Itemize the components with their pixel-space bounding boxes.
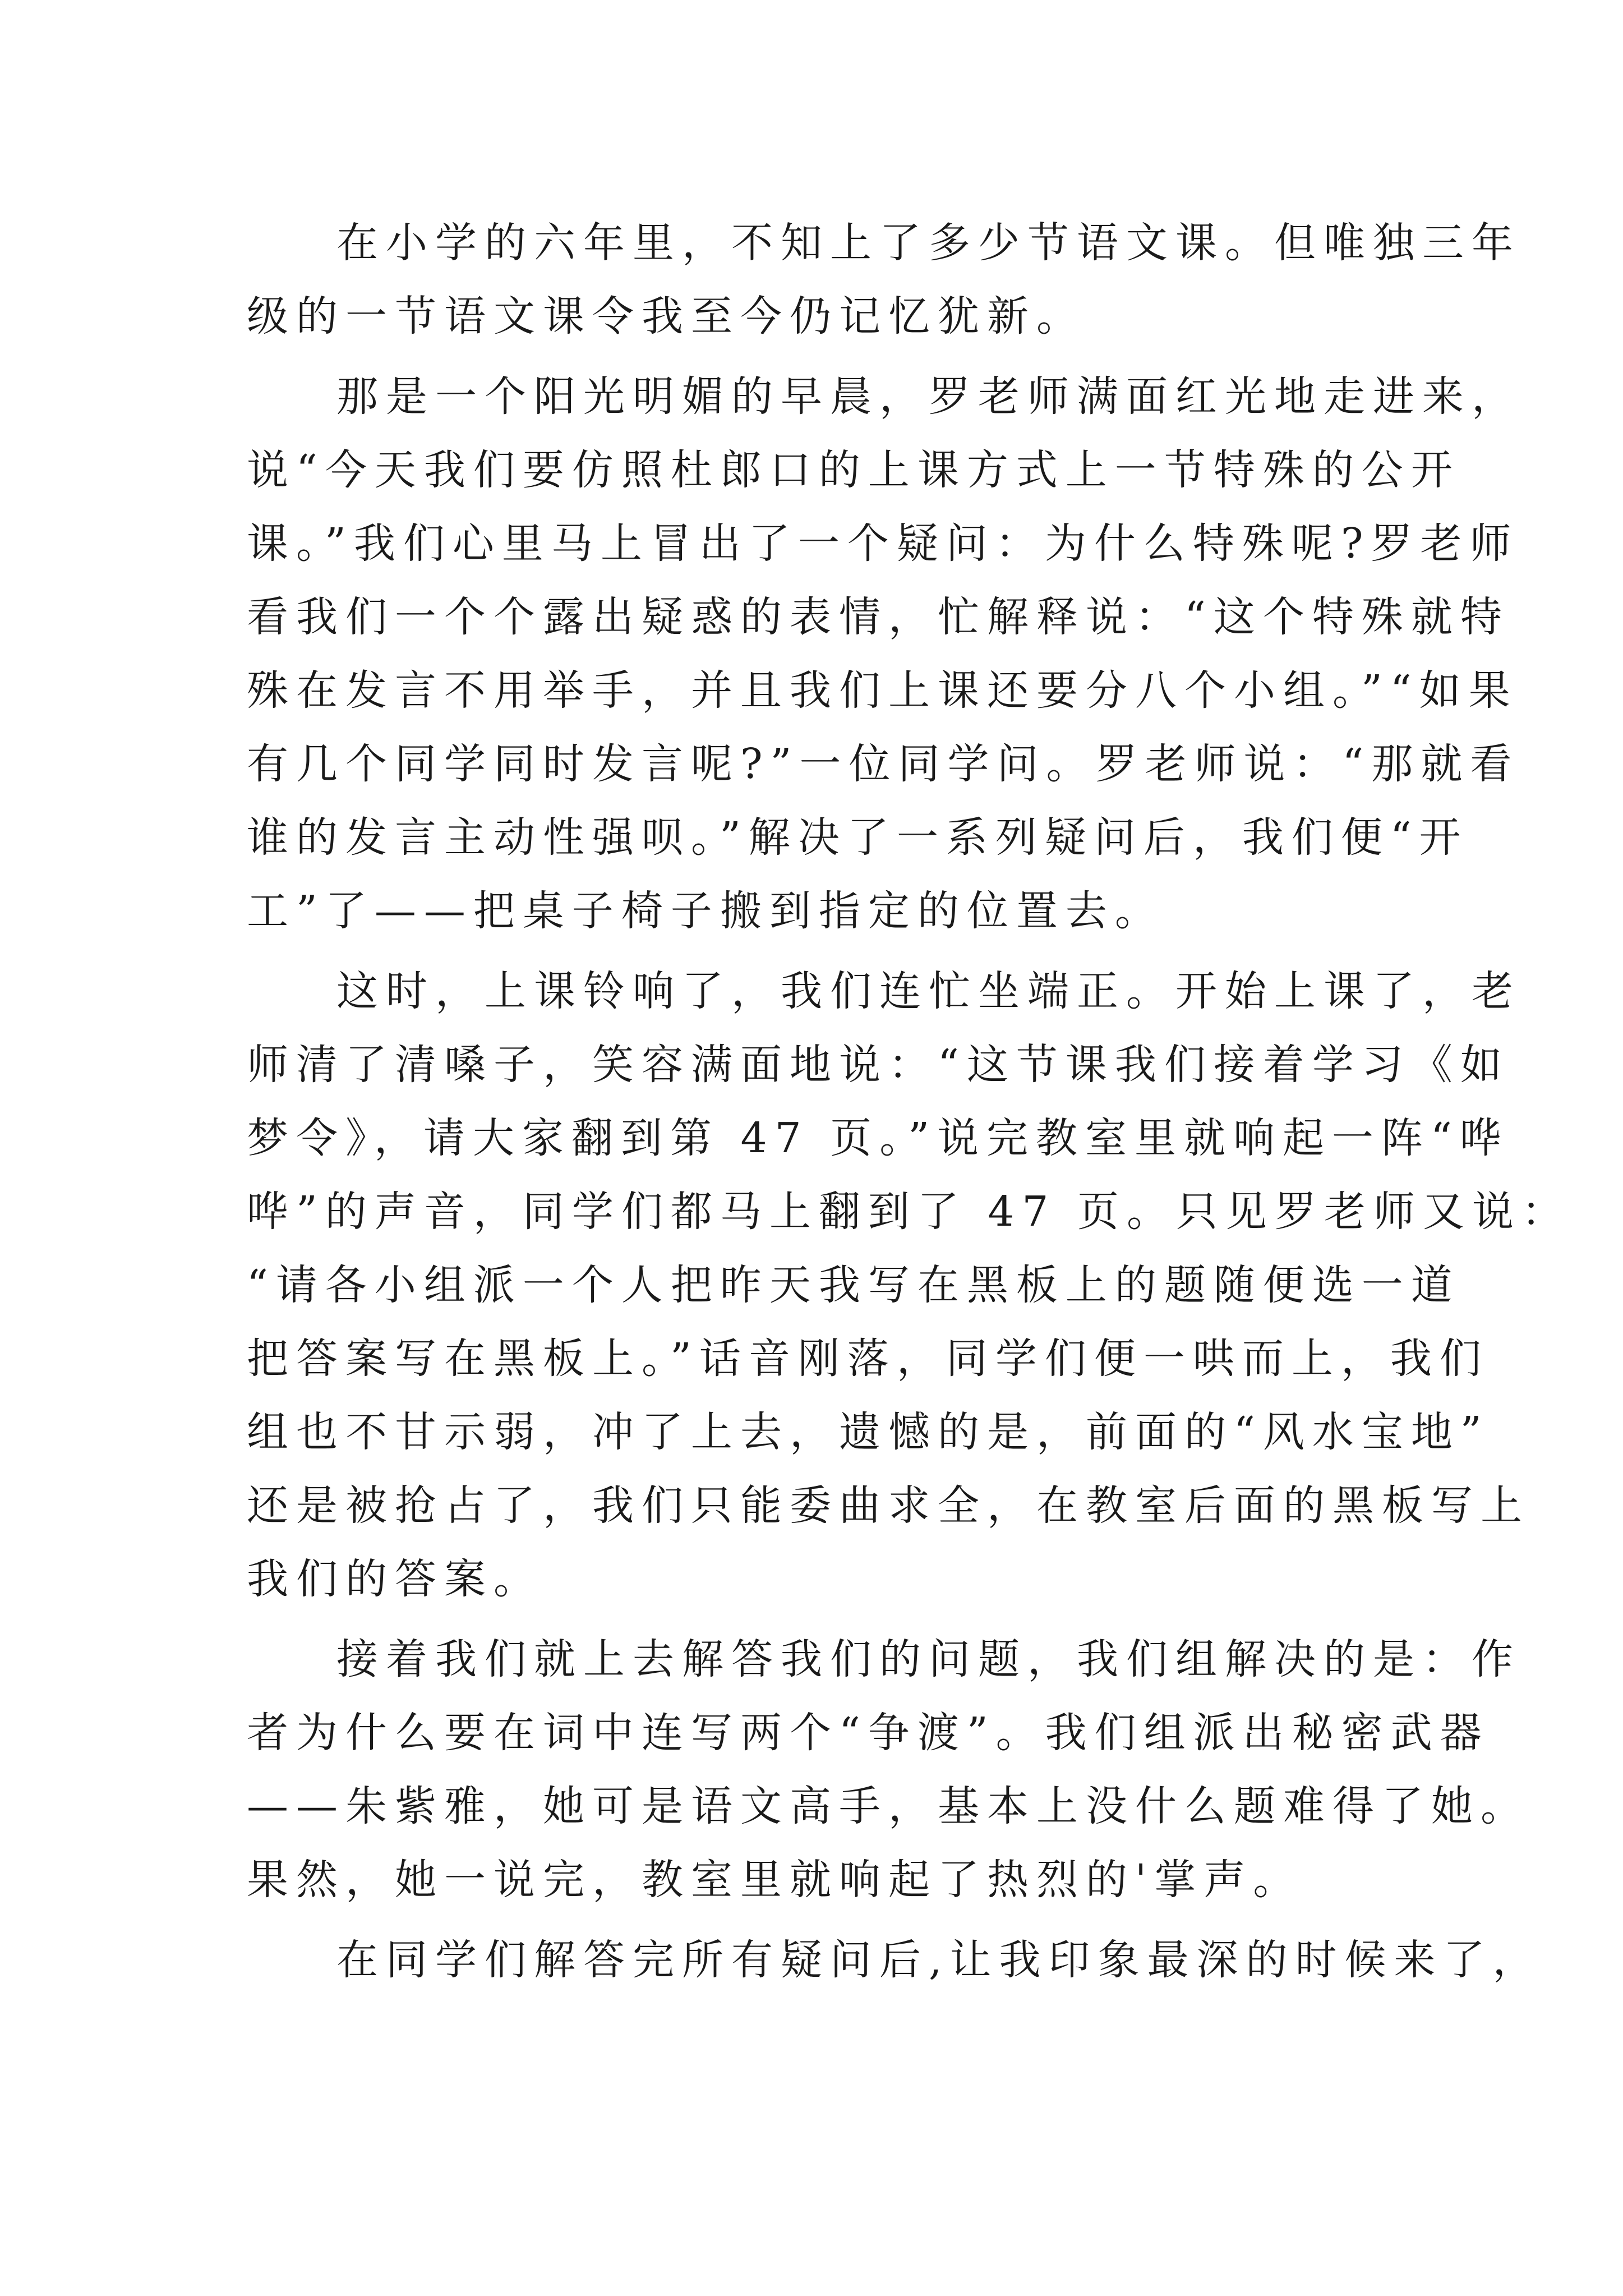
paragraph-2: [247, 360, 1521, 948]
paragraph-line: 果然，她一说完，教室里就响起了热烈的'掌声。: [247, 1856, 1303, 1904]
paragraph-line: 哗”的声音，同学们都马上翻到了 47 页。只见罗老师又说：: [247, 1188, 1571, 1236]
paragraph-line: 那是一个阳光明媚的早晨，罗老师满面红光地走进来，: [336, 372, 1521, 421]
paragraph-line: 还是被抢占了，我们只能委曲求全，在教室后面的黑板写上: [247, 1481, 1530, 1530]
paragraph-5: [247, 1924, 1542, 1997]
paragraph-line: 说“今天我们要仿照杜郎口的上课方式上一节特殊的公开: [247, 446, 1460, 494]
paragraph-line: 谁的发言主动性强呗。”解决了一系列疑问后，我们便“开: [247, 813, 1469, 862]
paragraph-line: 接着我们就上去解答我们的问题，我们组解决的是：作: [336, 1635, 1521, 1683]
paragraph-line: 这时，上课铃响了，我们连忙坐端正。开始上课了，老: [336, 967, 1521, 1015]
paragraph-line: 把答案写在黑板上。”话音刚落，同学们便一哄而上，我们: [247, 1335, 1489, 1383]
paragraph-line: “请各小组派一个人把昨天我写在黑板上的题随便选一道: [247, 1261, 1460, 1309]
paragraph-line: 组也不甘示弱，冲了上去，遗憾的是，前面的“风水宝地”: [247, 1408, 1490, 1456]
paragraph-line: 课。”我们心里马上冒出了一个疑问：为什么特殊呢?罗老师: [247, 519, 1519, 568]
paragraph-line: 师清了清嗓子，笑容满面地说：“这节课我们接着学习《如: [247, 1041, 1510, 1089]
paragraph-line: 在小学的六年里，不知上了多少节语文课。但唯独三年: [336, 219, 1521, 267]
paragraph-line: 殊在发言不用举手，并且我们上课还要分八个小组。”“如果: [247, 666, 1518, 715]
paragraph-line: 有几个同学同时发言呢?”一位同学问。罗老师说：“那就看: [247, 740, 1520, 788]
paragraph-line: ——朱紫雅，她可是语文高手，基本上没什么题难得了她。: [247, 1782, 1530, 1830]
paragraph-line: 梦令》，请大家翻到第 47 页。”说完教室里就响起一阵“哗: [247, 1114, 1509, 1162]
paragraph-4: [247, 1623, 1530, 1917]
paragraph-3: [247, 955, 1571, 1616]
paragraph-line: 级的一节语文课令我至今仍记忆犹新。: [247, 292, 1086, 341]
paragraph-line: 者为什么要在词中连写两个“争渡”。我们组派出秘密武器: [247, 1709, 1490, 1757]
paragraph-line: 看我们一个个露出疑惑的表情，忙解释说：“这个特殊就特: [247, 593, 1510, 641]
paragraph-line: 在同学们解答完所有疑问后,让我印象最深的时候来了，: [336, 1936, 1542, 1984]
essay-body: [247, 206, 1571, 1997]
paragraph-line: 我们的答案。: [247, 1555, 543, 1603]
paragraph-1: [247, 206, 1521, 353]
paragraph-line: 工”了——把桌子椅子搬到指定的位置去。: [247, 887, 1164, 935]
